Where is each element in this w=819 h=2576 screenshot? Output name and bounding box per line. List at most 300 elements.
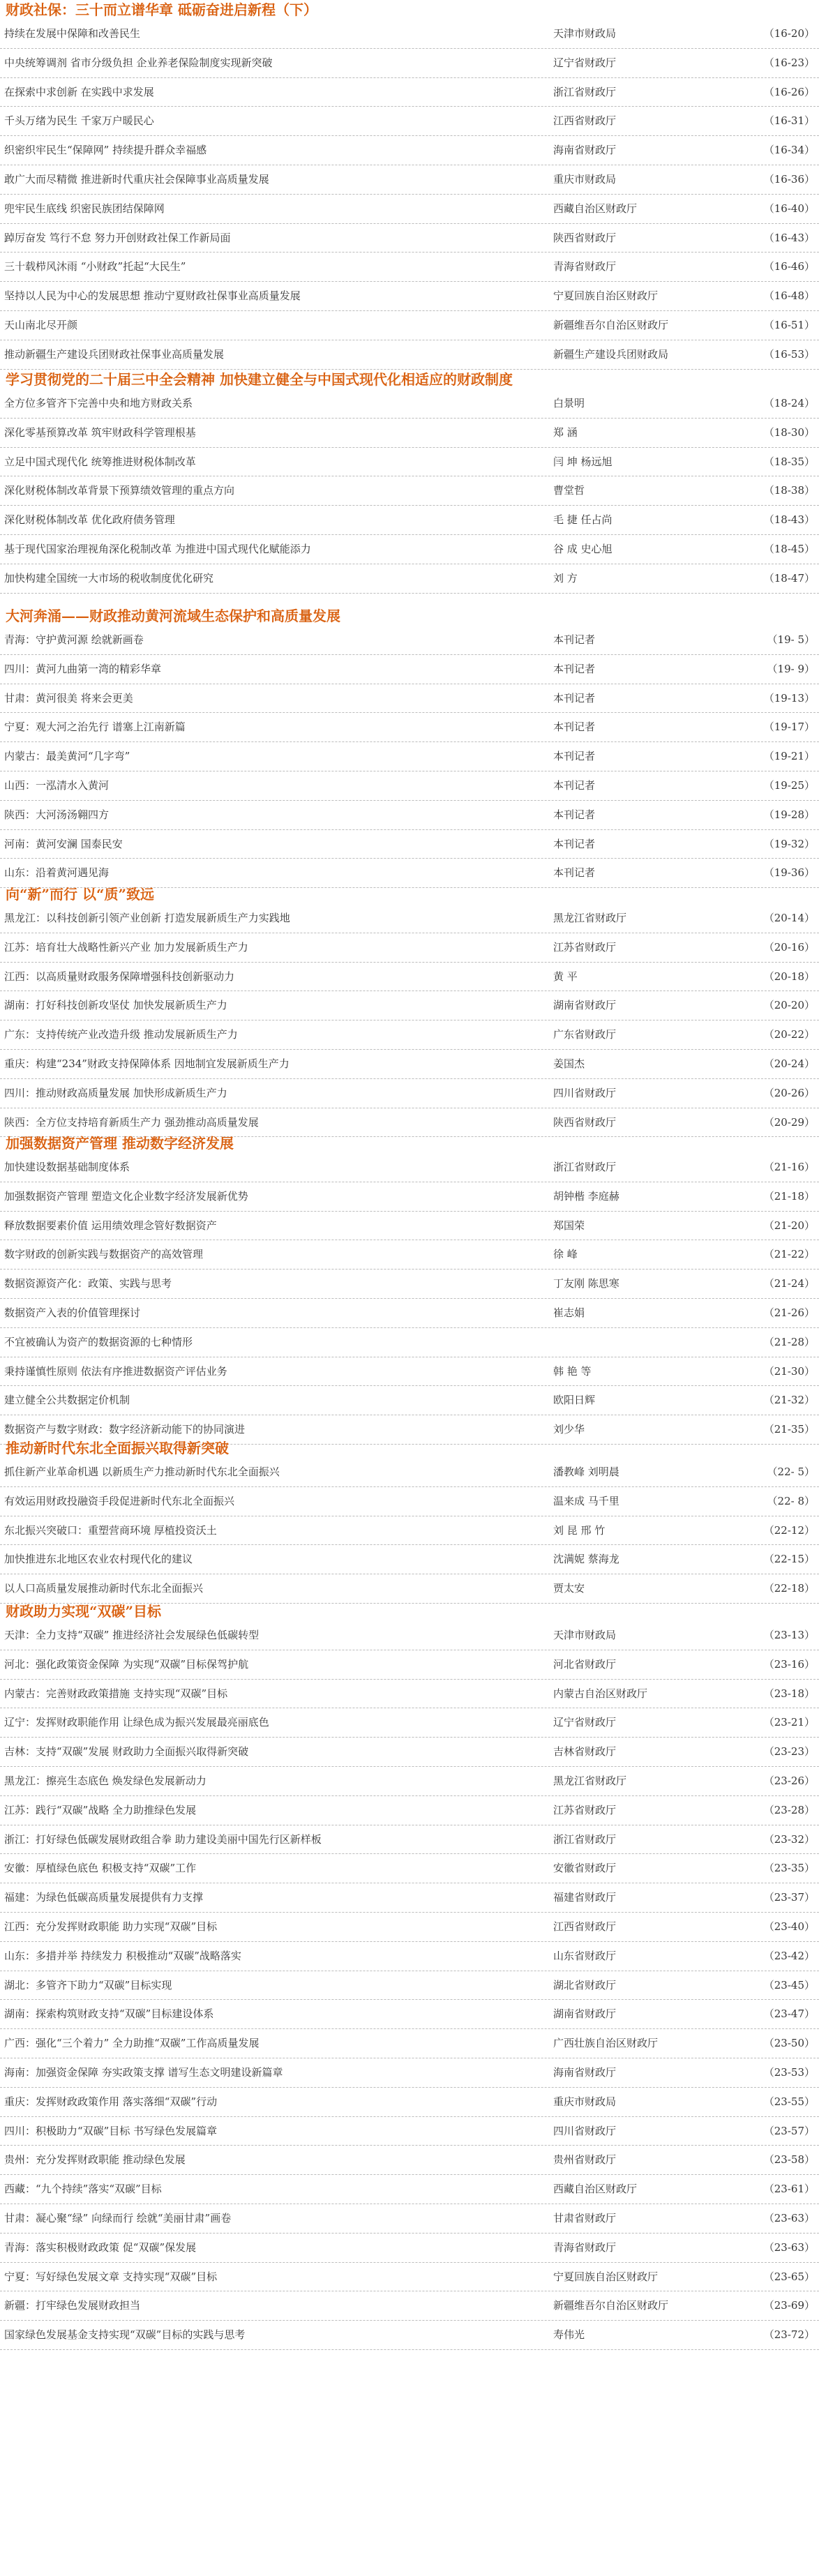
entry-author: 广西壮族自治区财政厅	[553, 2037, 659, 2050]
toc-entry	[0, 282, 819, 311]
entry-page: （23-45）	[763, 1978, 815, 1991]
entry-title: 甘肃：黄河很美 将来会更美	[4, 691, 133, 705]
entry-title: 基于现代国家治理视角深化税制改革 为推进中国式现代化赋能添力	[4, 542, 311, 555]
entry-author: 黄 平	[553, 970, 578, 983]
entry-title: 坚持以人民为中心的发展思想 推动宁夏财政社保事业高质量发展	[4, 289, 301, 303]
entry-page: （16-20）	[763, 27, 815, 40]
toc-entry	[0, 107, 819, 136]
entry-title: 宁夏：观大河之治先行 谱塞上江南新篇	[4, 721, 186, 734]
entry-page: （19-13）	[763, 691, 815, 705]
entry-title: 数据资产与数字财政：数字经济新动能下的协同演进	[4, 1423, 246, 1436]
entry-author: 重庆市财政局	[553, 2095, 617, 2108]
entry-author: 徐 峰	[553, 1248, 578, 1261]
entry-page: （19- 5）	[767, 633, 815, 646]
section-title: 财政社保：三十而立谱华章 砥砺奋进启新程（下）	[6, 1, 317, 18]
entry-author: 闫 坤 杨远旭	[553, 455, 613, 468]
entry-author: 刘 昆 邢 竹	[553, 1523, 606, 1537]
entry-page: （23-57）	[763, 2124, 815, 2137]
entry-author: 韩 艳 等	[553, 1364, 592, 1378]
entry-title: 中央统筹调剂 省市分级负担 企业养老保险制度实现新突破	[4, 56, 273, 69]
entry-title: 内蒙古：完善财政政策措施 支持实现“双碳”目标	[4, 1687, 228, 1700]
entry-title: 深化财税体制改革背景下预算绩效管理的重点方向	[4, 484, 235, 497]
entry-title: 东北振兴突破口：重塑营商环境 厚植投资沃土	[4, 1523, 217, 1537]
entry-author: 宁夏回族自治区财政厅	[553, 289, 659, 303]
entry-title: 江苏：践行“双碳”战略 全力助推绿色发展	[4, 1803, 197, 1816]
entry-title: 福建：为绿色低碳高质量发展提供有力支撑	[4, 1891, 204, 1904]
entry-page: （21-20）	[763, 1219, 815, 1232]
entry-title: 山东：多措并举 持续发力 积极推动“双碳”战略落实	[4, 1949, 241, 1962]
entry-page: （19- 9）	[767, 662, 815, 675]
article-list	[0, 389, 819, 594]
entry-title: 国家绿色发展基金支持实现“双碳”目标的实践与思考	[4, 2328, 246, 2342]
entry-author: 安徽省财政厅	[553, 1862, 617, 1875]
entry-author: 吉林省财政厅	[553, 1745, 617, 1758]
entry-author: 陕西省财政厅	[553, 1115, 617, 1129]
toc-entry	[0, 991, 819, 1020]
entry-author: 海南省财政厅	[553, 144, 617, 157]
entry-author: 福建省财政厅	[553, 1891, 617, 1904]
entry-page: （20-14）	[763, 912, 815, 924]
entry-title: 建立健全公共数据定价机制	[4, 1394, 130, 1407]
entry-author: 郑国荣	[553, 1219, 585, 1232]
entry-page: （21-24）	[763, 1277, 815, 1290]
entry-page: （23-28）	[763, 1803, 815, 1816]
toc-entry	[0, 771, 819, 801]
article-list	[0, 1458, 819, 1604]
toc-entry	[0, 626, 819, 655]
entry-title: 江苏：培育壮大战略性新兴产业 加力发展新质生产力	[4, 940, 248, 954]
toc-entry	[0, 933, 819, 963]
entry-title: 天津：全力支持“双碳” 推进经济社会发展绿色低碳转型	[4, 1629, 260, 1641]
entry-author: 湖北省财政厅	[553, 1978, 617, 1991]
section-data-assets	[0, 1133, 819, 1445]
entry-author: 温来成 马千里	[553, 1494, 619, 1507]
section-dual-carbon	[0, 1602, 819, 2350]
entry-page: （23-55）	[763, 2095, 815, 2108]
entry-page: （16-46）	[763, 260, 815, 273]
entry-page: （19-25）	[763, 778, 815, 792]
article-list	[0, 904, 819, 1137]
entry-page: （21-26）	[763, 1306, 815, 1319]
entry-title: 吉林：支持“双碳”发展 财政助力全面振兴取得新突破	[4, 1745, 249, 1758]
section-title: 推动新时代东北全面振兴取得新突破	[6, 1440, 229, 1456]
toc-entry	[0, 2000, 819, 2029]
entry-page: （21-22）	[763, 1248, 815, 1261]
entry-title: 广东：支持传统产业改造升级 推动发展新质生产力	[4, 1028, 238, 1041]
toc-entry	[0, 1545, 819, 1574]
section-title: 向“新”而行 以“质”致远	[6, 886, 154, 903]
toc-entry	[0, 2263, 819, 2292]
entry-author: 江苏省财政厅	[553, 1803, 617, 1816]
entry-page: （16-40）	[763, 202, 815, 215]
toc-entry	[0, 1270, 819, 1299]
entry-title: 立足中国式现代化 统筹推进财税体制改革	[4, 455, 196, 468]
entry-page: （19-32）	[763, 837, 815, 850]
entry-author: 刘 方	[553, 571, 578, 585]
toc-entry	[0, 1796, 819, 1825]
entry-title: 重庆：构建“234”财政支持保障体系 因地制宜发展新质生产力	[4, 1057, 290, 1070]
entry-author: 天津市财政局	[553, 27, 617, 40]
entry-page: （23-63）	[763, 2211, 815, 2224]
entry-page: （16-43）	[763, 231, 815, 244]
entry-author: 刘少华	[553, 1423, 585, 1436]
entry-page: （16-53）	[763, 347, 815, 361]
toc-entry	[0, 1708, 819, 1738]
entry-author: 江西省财政厅	[553, 114, 617, 128]
entry-page: （18-30）	[763, 425, 815, 439]
entry-page: （23-23）	[763, 1745, 815, 1758]
article-list	[0, 1153, 819, 1445]
toc-entry	[0, 713, 819, 742]
entry-page: （16-31）	[763, 114, 815, 128]
entry-page: （23-53）	[763, 2065, 815, 2079]
entry-author: 贵州省财政厅	[553, 2153, 617, 2167]
entry-page: （23-69）	[763, 2299, 815, 2312]
entry-author: 海南省财政厅	[553, 2065, 617, 2079]
entry-title: 四川：推动财政高质量发展 加快形成新质生产力	[4, 1086, 227, 1099]
toc-entry	[0, 963, 819, 992]
entry-page: （23-65）	[763, 2270, 815, 2283]
toc-entry	[0, 78, 819, 107]
toc-entry	[0, 2204, 819, 2234]
toc-entry	[0, 1883, 819, 1913]
entry-author: 本刊记者	[553, 778, 596, 792]
entry-title: 敢广大而尽精微 推进新时代重庆社会保障事业高质量发展	[4, 172, 269, 186]
entry-author: 河北省财政厅	[553, 1657, 617, 1671]
entry-title: 浙江：打好绿色低碳发展财政组合拳 助力建设美丽中国先行区新样板	[4, 1832, 322, 1846]
entry-title: 加快建设数据基础制度体系	[4, 1161, 130, 1173]
entry-page: （23-63）	[763, 2240, 815, 2254]
entry-author: 浙江省财政厅	[553, 85, 617, 98]
entry-title: 深化财税体制改革 优化政府债务管理	[4, 513, 175, 527]
section-fiscal-reform	[0, 370, 819, 594]
entry-author: 姜国杰	[553, 1057, 585, 1070]
toc-entry	[0, 1299, 819, 1328]
entry-page: （22- 5）	[767, 1466, 815, 1478]
entry-author: 湖南省财政厅	[553, 999, 617, 1012]
entry-page: （23-32）	[763, 1832, 815, 1846]
entry-author: 浙江省财政厅	[553, 1161, 617, 1173]
entry-page: （20-22）	[763, 1028, 815, 1041]
toc-entry	[0, 476, 819, 506]
entry-author: 西藏自治区财政厅	[553, 202, 638, 215]
article-list	[0, 20, 819, 370]
toc-entry	[0, 1153, 819, 1182]
entry-title: 湖南：探索构筑财政支持“双碳”目标建设体系	[4, 2008, 214, 2021]
toc-entry	[0, 1458, 819, 1487]
entry-author: 青海省财政厅	[553, 260, 617, 273]
entry-author: 天津市财政局	[553, 1629, 617, 1641]
section-title: 大河奔涌——财政推动黄河流域生态保护和高质量发展	[6, 608, 340, 624]
entry-author: 沈满妮 蔡海龙	[553, 1553, 619, 1566]
toc-entry	[0, 1328, 819, 1357]
entry-author: 山东省财政厅	[553, 1949, 617, 1962]
entry-page: （23-37）	[763, 1891, 815, 1904]
section-northeast	[0, 1438, 819, 1604]
entry-title: 数据资产入表的价值管理探讨	[4, 1306, 141, 1319]
entry-author: 内蒙古自治区财政厅	[553, 1687, 648, 1700]
entry-title: 持续在发展中保障和改善民生	[4, 27, 141, 40]
entry-page: （23-35）	[763, 1862, 815, 1875]
entry-title: 海南：加强资金保障 夯实政策支撑 谱写生态文明建设新篇章	[4, 2065, 283, 2079]
entry-title: 四川：积极助力“双碳”目标 书写绿色发展篇章	[4, 2124, 218, 2137]
toc-entry	[0, 1240, 819, 1270]
entry-page: （18-24）	[763, 397, 815, 409]
toc-entry	[0, 1386, 819, 1415]
entry-page: （20-24）	[763, 1057, 815, 1070]
entry-title: 湖北：多管齐下助力“双碳”目标实现	[4, 1978, 172, 1991]
entry-author: 毛 捷 任占尚	[553, 513, 613, 527]
toc-entry	[0, 389, 819, 419]
entry-title: 重庆：发挥财政政策作用 落实落细“双碳”行动	[4, 2095, 218, 2108]
entry-title: 天山南北尽开颜	[4, 318, 78, 331]
entry-title: 千头万绪为民生 千家万户暖民心	[4, 114, 154, 128]
entry-page: （16-51）	[763, 318, 815, 331]
entry-page: （19-21）	[763, 750, 815, 763]
entry-author: 江西省财政厅	[553, 1920, 617, 1933]
entry-title: 兜牢民生底线 织密民族团结保障网	[4, 202, 165, 215]
entry-title: 甘肃：凝心聚“绿” 向绿而行 绘就“美丽甘肃”画卷	[4, 2211, 232, 2224]
entry-author: 欧阳日辉	[553, 1394, 596, 1407]
entry-page: （23-72）	[763, 2328, 815, 2342]
entry-author: 陕西省财政厅	[553, 231, 617, 244]
entry-page: （19-28）	[763, 808, 815, 821]
toc-entry	[0, 2146, 819, 2175]
entry-title: 江西：充分发挥财政职能 助力实现“双碳”目标	[4, 1920, 218, 1933]
entry-page: （21-16）	[763, 1161, 815, 1173]
entry-author: 新疆维吾尔自治区财政厅	[553, 2299, 669, 2312]
entry-title: 辽宁：发挥财政职能作用 让绿色成为振兴发展最亮丽底色	[4, 1716, 269, 1729]
entry-page: （18-35）	[763, 455, 815, 468]
entry-author: 本刊记者	[553, 808, 596, 821]
entry-author: 西藏自治区财政厅	[553, 2183, 638, 2196]
entry-page: （21-32）	[763, 1394, 815, 1407]
entry-author: 郑 涵	[553, 425, 578, 439]
toc-entry	[0, 1182, 819, 1212]
toc-entry	[0, 2321, 819, 2350]
entry-author: 本刊记者	[553, 721, 596, 734]
toc-entry	[0, 136, 819, 165]
entry-author: 四川省财政厅	[553, 2124, 617, 2137]
entry-page: （23-21）	[763, 1716, 815, 1729]
entry-title: 湖南：打好科技创新攻坚仗 加快发展新质生产力	[4, 999, 227, 1012]
toc-entry	[0, 1020, 819, 1050]
toc-entry	[0, 448, 819, 477]
toc-entry	[0, 830, 819, 859]
entry-title: 陕西：全方位支持培育新质生产力 强劲推动高质量发展	[4, 1115, 259, 1129]
entry-title: 黑龙江：以科技创新引领产业创新 打造发展新质生产力实践地	[4, 912, 290, 924]
entry-title: 加快推进东北地区农业农村现代化的建议	[4, 1553, 193, 1566]
entry-title: 三十载栉风沐雨 “小财政”托起“大民生”	[4, 260, 186, 273]
toc-entry	[0, 1050, 819, 1079]
entry-title: 青海：落实积极财政政策 促“双碳”保发展	[4, 2240, 197, 2254]
entry-author: 丁友刚 陈思寒	[553, 1277, 619, 1290]
entry-title: 青海：守护黄河源 绘就新画卷	[4, 633, 144, 646]
section-yellow-river	[0, 606, 819, 888]
entry-page: （23-47）	[763, 2008, 815, 2021]
entry-author: 本刊记者	[553, 691, 596, 705]
entry-title: 河南：黄河安澜 国泰民安	[4, 837, 123, 850]
entry-page: （23-26）	[763, 1774, 815, 1787]
entry-author: 黑龙江省财政厅	[553, 912, 627, 924]
toc-entry	[0, 340, 819, 370]
entry-page: （20-20）	[763, 999, 815, 1012]
article-list	[0, 1621, 819, 2350]
toc-entry	[0, 684, 819, 714]
toc-entry	[0, 224, 819, 253]
toc-entry	[0, 655, 819, 684]
toc-entry	[0, 311, 819, 340]
toc-entry	[0, 1680, 819, 1709]
entry-author: 本刊记者	[553, 633, 596, 646]
toc-entry	[0, 20, 819, 49]
entry-page: （20-26）	[763, 1086, 815, 1099]
entry-title: 广西：强化“三个着力” 全力助推“双碳”工作高质量发展	[4, 2037, 260, 2050]
entry-author: 辽宁省财政厅	[553, 1716, 617, 1729]
entry-title: 加强数据资产管理 塑造文化企业数字经济发展新优势	[4, 1189, 248, 1203]
toc-entry	[0, 1357, 819, 1387]
entry-title: 安徽：厚植绿色底色 积极支持“双碳”工作	[4, 1862, 197, 1875]
entry-title: 不宜被确认为资产的数据资源的七种情形	[4, 1335, 193, 1348]
entry-page: （20-18）	[763, 970, 815, 983]
toc-entry	[0, 2088, 819, 2117]
entry-author: 新疆生产建设兵团财政局	[553, 347, 669, 361]
entry-author: 曹堂哲	[553, 484, 585, 497]
entry-author: 辽宁省财政厅	[553, 56, 617, 69]
entry-author: 江苏省财政厅	[553, 940, 617, 954]
article-list	[0, 626, 819, 888]
entry-author: 浙江省财政厅	[553, 1832, 617, 1846]
section-social-security	[0, 0, 819, 370]
toc-entry	[0, 506, 819, 535]
toc-entry	[0, 1650, 819, 1680]
entry-author: 本刊记者	[553, 866, 596, 880]
entry-author: 寿伟光	[553, 2328, 585, 2342]
toc-entry	[0, 419, 819, 448]
entry-title: 秉持谨慎性原则 依法有序推进数据资产评估业务	[4, 1364, 227, 1378]
entry-page: （16-23）	[763, 56, 815, 69]
entry-author: 宁夏回族自治区财政厅	[553, 2270, 659, 2283]
toc-entry	[0, 1212, 819, 1241]
entry-title: 有效运用财政投融资手段促进新时代东北全面振兴	[4, 1494, 235, 1507]
toc-entry	[0, 801, 819, 830]
entry-title: 加快构建全国统一大市场的税收制度优化研究	[4, 571, 214, 585]
entry-page: （22-18）	[763, 1582, 815, 1595]
entry-page: （21-28）	[763, 1335, 815, 1348]
entry-page: （16-26）	[763, 85, 815, 98]
entry-title: 内蒙古：最美黄河“几字弯”	[4, 750, 130, 763]
toc-entry	[0, 742, 819, 771]
entry-title: 山东：沿着黄河遇见海	[4, 866, 110, 880]
entry-author: 甘肃省财政厅	[553, 2211, 617, 2224]
toc-entry	[0, 2175, 819, 2204]
entry-author: 青海省财政厅	[553, 2240, 617, 2254]
entry-title: 织密织牢民生“保障网” 持续提升群众幸福感	[4, 144, 207, 157]
entry-author: 四川省财政厅	[553, 1086, 617, 1099]
entry-title: 河北：强化政策资金保障 为实现“双碳”目标保驾护航	[4, 1657, 249, 1671]
entry-page: （22-12）	[763, 1523, 815, 1537]
entry-title: 在探索中求创新 在实践中求发展	[4, 85, 154, 98]
entry-page: （22-15）	[763, 1553, 815, 1566]
entry-page: （20-16）	[763, 940, 815, 954]
entry-author: 崔志娟	[553, 1306, 585, 1319]
entry-page: （18-43）	[763, 513, 815, 527]
entry-page: （23-40）	[763, 1920, 815, 1933]
toc-entry	[0, 859, 819, 888]
toc-entry	[0, 253, 819, 282]
entry-page: （23-58）	[763, 2153, 815, 2167]
entry-page: （20-29）	[763, 1115, 815, 1129]
entry-page: （16-34）	[763, 144, 815, 157]
entry-title: 以人口高质量发展推动新时代东北全面振兴	[4, 1582, 204, 1595]
entry-title: 释放数据要素价值 运用绩效理念管好数据资产	[4, 1219, 217, 1232]
entry-title: 数字财政的创新实践与数据资产的高效管理	[4, 1248, 204, 1261]
entry-author: 本刊记者	[553, 837, 596, 850]
toc-entry	[0, 1738, 819, 1767]
entry-page: （23-16）	[763, 1657, 815, 1671]
toc-entry	[0, 564, 819, 594]
toc-entry	[0, 1487, 819, 1516]
toc-entry	[0, 1971, 819, 2001]
section-title: 学习贯彻党的二十届三中全会精神 加快建立健全与中国式现代化相适应的财政制度	[6, 371, 513, 388]
entry-title: 四川：黄河九曲第一湾的精彩华章	[4, 662, 162, 675]
entry-author: 黑龙江省财政厅	[553, 1774, 627, 1787]
section-new-productivity	[0, 884, 819, 1137]
entry-page: （23-42）	[763, 1949, 815, 1962]
toc-entry	[0, 49, 819, 78]
entry-title: 贵州：充分发挥财政职能 推动绿色发展	[4, 2153, 186, 2167]
entry-title: 抓住新产业革命机遇 以新质生产力推动新时代东北全面振兴	[4, 1466, 280, 1478]
toc-entry	[0, 1079, 819, 1108]
toc-entry	[0, 1913, 819, 1942]
toc-entry	[0, 904, 819, 933]
entry-page: （23-61）	[763, 2183, 815, 2196]
toc-entry	[0, 195, 819, 224]
toc-entry	[0, 2291, 819, 2321]
toc-entry	[0, 1854, 819, 1883]
entry-page: （18-38）	[763, 484, 815, 497]
entry-author: 新疆维吾尔自治区财政厅	[553, 318, 669, 331]
entry-title: 江西：以高质量财政服务保障增强科技创新驱动力	[4, 970, 235, 983]
entry-page: （21-30）	[763, 1364, 815, 1378]
entry-author: 广东省财政厅	[553, 1028, 617, 1041]
entry-page: （18-47）	[763, 571, 815, 585]
section-title: 加强数据资产管理 推动数字经济发展	[6, 1135, 234, 1152]
toc-entry	[0, 1574, 819, 1604]
entry-title: 黑龙江：擦亮生态底色 焕发绿色发展新动力	[4, 1774, 206, 1787]
entry-author: 湖南省财政厅	[553, 2008, 617, 2021]
entry-title: 数据资源资产化：政策、实践与思考	[4, 1277, 172, 1290]
entry-page: （16-36）	[763, 172, 815, 186]
entry-author: 潘教峰 刘明晨	[553, 1466, 619, 1478]
entry-author: 白景明	[553, 397, 585, 409]
entry-page: （16-48）	[763, 289, 815, 303]
entry-page: （21-18）	[763, 1189, 815, 1203]
entry-page: （19-36）	[763, 866, 815, 880]
entry-page: （19-17）	[763, 721, 815, 734]
toc-entry	[0, 535, 819, 564]
entry-title: 推动新疆生产建设兵团财政社保事业高质量发展	[4, 347, 225, 361]
entry-page: （22- 8）	[767, 1494, 815, 1507]
entry-title: 陕西：大河汤汤翱四方	[4, 808, 110, 821]
toc-entry	[0, 1942, 819, 1971]
entry-author: 谷 成 史心旭	[553, 542, 613, 555]
entry-title: 踔厉奋发 笃行不怠 努力开创财政社保工作新局面	[4, 231, 231, 244]
toc-entry	[0, 1516, 819, 1546]
entry-author: 本刊记者	[553, 750, 596, 763]
toc-entry	[0, 1621, 819, 1650]
entry-page: （23-50）	[763, 2037, 815, 2050]
